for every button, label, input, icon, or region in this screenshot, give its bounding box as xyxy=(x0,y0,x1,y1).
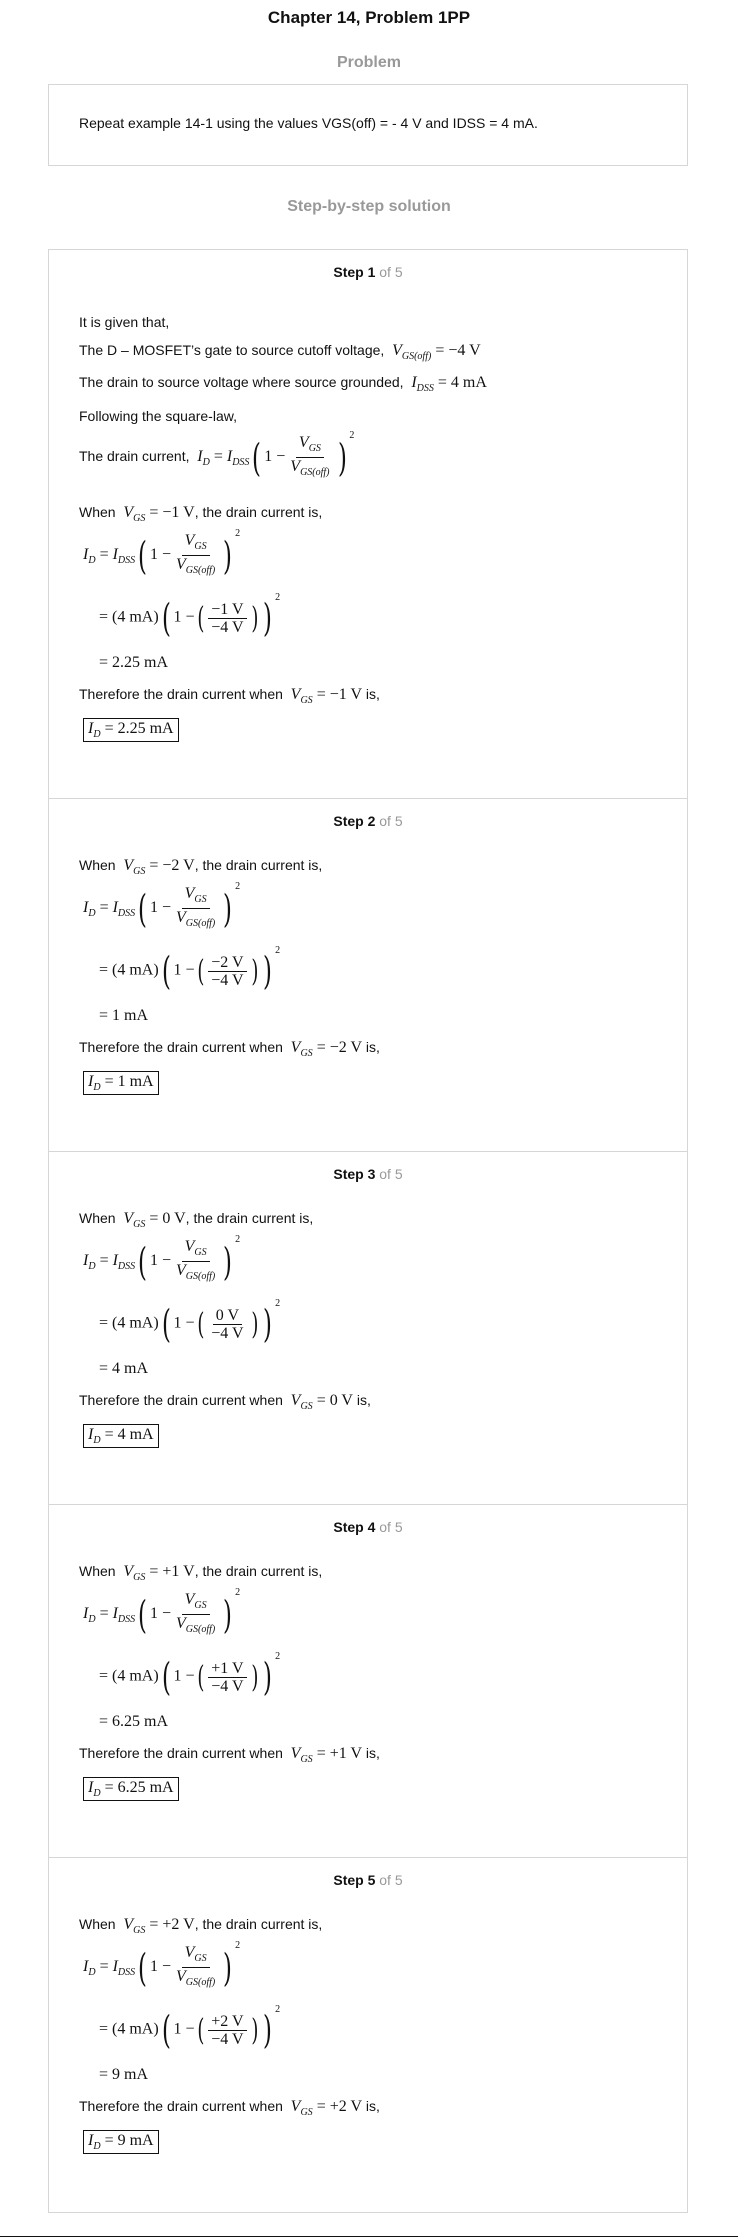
idss-line: The drain to source voltage where source grounded, $I_{DSS} = 4$ mA xyxy=(79,374,487,394)
square-law-text: Following the square-law, xyxy=(79,408,237,424)
solution-steps xyxy=(48,249,688,2213)
result-line: = 9 mA xyxy=(99,2066,149,2083)
problem-heading: Problem xyxy=(336,54,401,71)
final-answer: $I_D = 2.25$ mA xyxy=(83,718,179,742)
formula-line: $I_D = I_{DSS}$( 1 − $\frac{V_{GS}}{V_{GS(off)}}$ ) $^2$ xyxy=(83,1587,241,1637)
final-answer: $I_D = 9$ mA xyxy=(83,2130,159,2154)
when-line: When $V_{GS} = +2$ V, the drain current is, xyxy=(79,1916,323,1936)
result-line: = 2.25 mA xyxy=(99,654,169,671)
when-line: When $V_{GS} = +1$ V, the drain current is, xyxy=(79,1563,323,1583)
therefore-line: Therefore the drain current when $V_{GS} = 0$ V is, xyxy=(79,1392,371,1412)
result-line: = 6.25 mA xyxy=(99,1713,169,1730)
step-5 xyxy=(49,1858,687,2213)
therefore-line: Therefore the drain current when $V_{GS} = -1$ V is, xyxy=(79,686,380,706)
step-header: Step 2 of 5 xyxy=(333,813,403,829)
substitution-line: = (4 mA)( 1 −( $\frac{+1 V}{-4 V}$ ) ) $^2$ xyxy=(99,1651,281,1699)
final-answer: $I_D = 6.25$ mA xyxy=(83,1777,179,1801)
solution-heading: Step-by-step solution xyxy=(287,198,451,215)
therefore-line: Therefore the drain current when $V_{GS} = +2$ V is, xyxy=(79,2098,380,2118)
final-answer: $I_D = 1$ mA xyxy=(83,1071,159,1095)
formula-line: $I_D = I_{DSS}$( 1 − $\frac{V_{GS}}{V_{GS(off)}}$ ) $^2$ xyxy=(83,1940,241,1990)
result-line: = 1 mA xyxy=(99,1007,149,1024)
result-line: = 4 mA xyxy=(99,1360,149,1377)
therefore-line: Therefore the drain current when $V_{GS} = +1$ V is, xyxy=(79,1745,380,1765)
page-title: Chapter 14, Problem 1PP xyxy=(267,8,471,27)
step-header: Step 4 of 5 xyxy=(333,1519,403,1535)
step-4 xyxy=(49,1505,687,1858)
step-1 xyxy=(49,250,687,799)
problem-box xyxy=(48,84,688,166)
therefore-line: Therefore the drain current when $V_{GS} = -2$ V is, xyxy=(79,1039,380,1059)
when-line: When $V_{GS} = -2$ V, the drain current is, xyxy=(79,857,323,877)
given-text: It is given that, xyxy=(79,314,170,330)
step-3 xyxy=(49,1152,687,1505)
formula-line: $I_D = I_{DSS}$( 1 − $\frac{V_{GS}}{V_{GS(off)}}$ ) $^2$ xyxy=(83,881,241,931)
step-header: Step 5 of 5 xyxy=(333,1872,403,1888)
when-line: When $V_{GS} = -1$ V, the drain current is, xyxy=(79,504,323,524)
vgsoff-line: The D – MOSFET’s gate to source cutoff voltage, $V_{GS(off)} = -4$ V xyxy=(79,342,481,362)
drain-current-formula: The drain current, $I_D = I_{DSS}$( 1 − $\frac{V_{GS}}{V_{GS(off)}}$ ) $^2$ xyxy=(79,430,355,480)
substitution-line: = (4 mA)( 1 −( $\frac{-1 V}{-4 V}$ ) ) $^2$ xyxy=(99,592,281,640)
formula-line: $I_D = I_{DSS}$( 1 − $\frac{V_{GS}}{V_{GS(off)}}$ ) $^2$ xyxy=(83,1234,241,1284)
step-header: Step 1 of 5 xyxy=(333,264,403,280)
formula-line: $I_D = I_{DSS}$( 1 − $\frac{V_{GS}}{V_{GS(off)}}$ ) $^2$ xyxy=(83,528,241,578)
substitution-line: = (4 mA)( 1 −( $\frac{+2 V}{-4 V}$ ) ) $^2$ xyxy=(99,2004,281,2052)
substitution-line: = (4 mA)( 1 −( $\frac{-2 V}{-4 V}$ ) ) $^2$ xyxy=(99,945,281,993)
substitution-line: = (4 mA)( 1 −( $\frac{0 V}{-4 V}$ ) ) $^2$ xyxy=(99,1298,281,1346)
problem-text: Repeat example 14-1 using the values VGS(off) = - 4 V and IDSS = 4 mA. xyxy=(79,115,538,131)
final-answer: $I_D = 4$ mA xyxy=(83,1424,159,1448)
step-header: Step 3 of 5 xyxy=(333,1166,403,1182)
when-line: When $V_{GS} = 0$ V, the drain current is, xyxy=(79,1210,314,1230)
step-2 xyxy=(49,799,687,1152)
